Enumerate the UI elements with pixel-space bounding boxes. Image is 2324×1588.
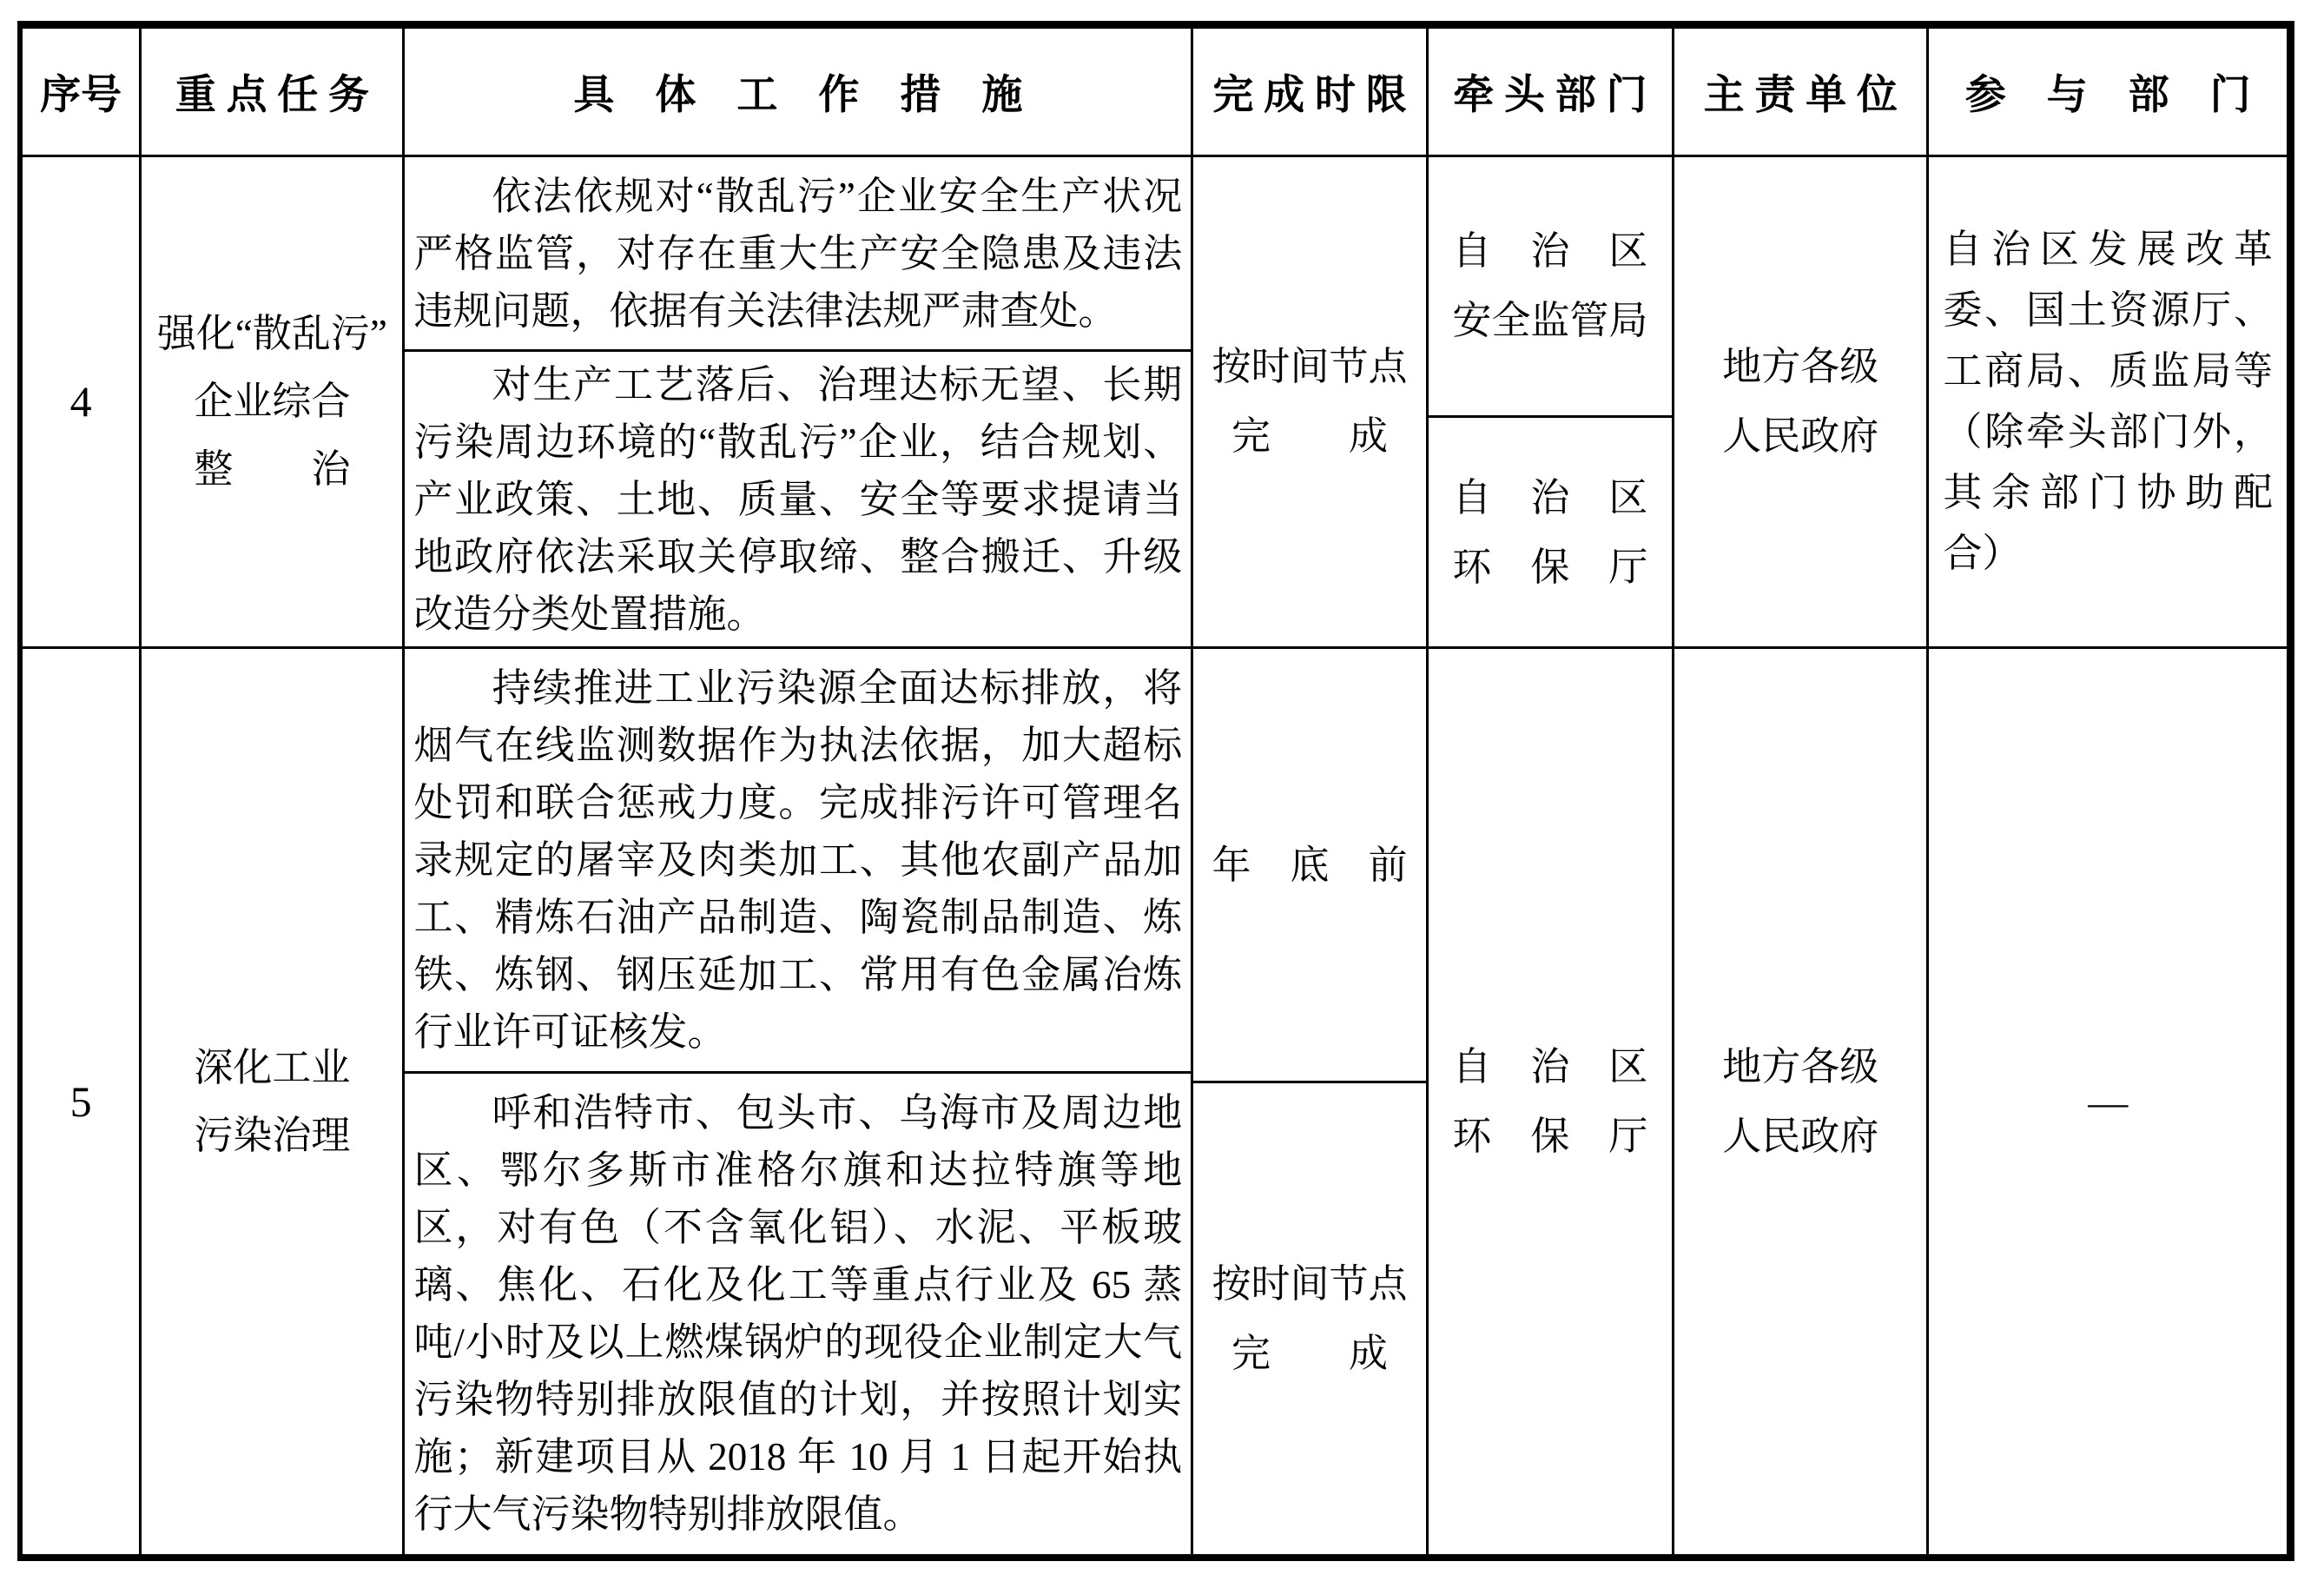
row4-deadline: [1191, 155, 1425, 647]
row5-deadline-top: [1193, 649, 1425, 1083]
measure-paragraph: 依法依规对“散乱污”企业安全生产状况严格监管，对存在重大生产安全隐患及违法违规问题，依据有关法律法规严肃查处。: [413, 174, 1183, 333]
row4-lead-department-bottom: [1429, 418, 1672, 646]
header-label: 序号: [40, 72, 122, 118]
participants-dash: —: [2088, 1079, 2129, 1124]
department-line: 环 保 厅: [1452, 545, 1648, 589]
header-label: 具 体 工 作 措 施: [573, 72, 1023, 118]
header-responsible-unit: [1672, 29, 1926, 155]
header-key-task: [139, 29, 402, 155]
department-line: 环 保 厅: [1452, 1115, 1648, 1159]
header-label: 牵 头 部 门: [1453, 72, 1647, 118]
row5-participating-departments: [1926, 646, 2287, 1554]
row5-deadline-bottom: [1193, 1083, 1425, 1554]
row5-serial-number: [23, 646, 139, 1554]
row4-measures: [402, 155, 1191, 647]
header-work-measures: [402, 29, 1191, 155]
row5-lead-department: [1426, 646, 1672, 1554]
deadline-line: 完 成: [1231, 1332, 1388, 1376]
row5-responsible-unit: [1672, 646, 1926, 1554]
department-line: 安全监管局: [1452, 299, 1648, 343]
header-lead-department: [1426, 29, 1672, 155]
deadline-line: 按时间节点: [1212, 345, 1408, 389]
row5-deadline: [1191, 646, 1425, 1554]
row5-measure-1: [405, 649, 1191, 1074]
header-label: 完 成 时 限: [1212, 72, 1407, 118]
department-line: 自 治 区: [1452, 1045, 1648, 1089]
row4-participating-departments: [1926, 155, 2287, 647]
row4-key-task: [139, 155, 402, 647]
task-line: 污染治理: [194, 1114, 351, 1158]
department-line: 自 治 区: [1452, 475, 1648, 519]
row5-measure-2: [405, 1074, 1191, 1554]
serial-number-text: 5: [69, 1077, 92, 1127]
deadline-line: 按时间节点: [1212, 1262, 1408, 1307]
department-line: 自 治 区: [1452, 229, 1648, 274]
work-plan-table: [17, 21, 2294, 1561]
header-deadline: [1191, 29, 1425, 155]
row5-key-task: [139, 646, 402, 1554]
participants-paragraph: 自治区发展改革委、国土资源厅、工商局、质监局等（除牵头部门外，其余部门协助配合）: [1943, 228, 2273, 576]
task-line: 企业综合: [194, 380, 351, 424]
header-label: 参 与 部 门: [1964, 72, 2251, 118]
row4-lead-department: [1426, 155, 1672, 647]
header-label: 重 点 任 务: [175, 72, 369, 118]
task-line: 强化“散乱污”: [156, 312, 387, 356]
row4-responsible-unit: [1672, 155, 1926, 647]
deadline-line: 年 底 前: [1212, 843, 1408, 887]
header-label: 主 责 单 位: [1703, 72, 1898, 118]
row4-lead-department-top: [1429, 157, 1672, 418]
responsible-line: 人民政府: [1722, 414, 1879, 459]
deadline-line: 完 成: [1231, 414, 1388, 459]
header-serial-number: [23, 29, 139, 155]
row5-measures: [402, 646, 1191, 1554]
measure-paragraph: 对生产工艺落后、治理达标无望、长期污染周边环境的“散乱污”企业，结合规划、产业政策、土地、质量、安全等要求提请当地政府依法采取关停取缔、整合搬迁、升级改造分类处置措施。: [413, 362, 1183, 636]
task-line: 整 治: [194, 447, 351, 492]
row4-serial-number: [23, 155, 139, 647]
responsible-line: 人民政府: [1722, 1115, 1879, 1159]
row4-measure-2: [405, 352, 1191, 646]
header-participating-departments: [1926, 29, 2287, 155]
measure-paragraph: 持续推进工业污染源全面达标排放，将烟气在线监测数据作为执法依据，加大超标处罚和联合惩戒力度。完成排污许可管理名录规定的屠宰及肉类加工、其他农副产品加工、精炼石油产品制造、陶瓷制品制造、炼铁、炼钢、钢压延加工、常用有色金属冶炼行业许可证核发。: [413, 665, 1183, 1054]
responsible-line: 地方各级: [1722, 1045, 1879, 1089]
serial-number-text: 4: [69, 377, 92, 427]
row4-measure-1: [405, 157, 1191, 353]
task-line: 深化工业: [194, 1046, 351, 1090]
measure-paragraph: 呼和浩特市、包头市、乌海市及周边地区、鄂尔多斯市准格尔旗和达拉特旗等地区，对有色（不含氧化铝）、水泥、平板玻璃、焦化、石化及化工等重点行业及 65 蒸吨/小时及以上燃煤锅炉的现役企业制定大气污染物特别排放限值的计划，并按照计划实施；新建项目从 2018 年 10 月 1 日起开始执行大气污染物特别排放限值。: [413, 1091, 1183, 1537]
responsible-line: 地方各级: [1722, 345, 1879, 389]
